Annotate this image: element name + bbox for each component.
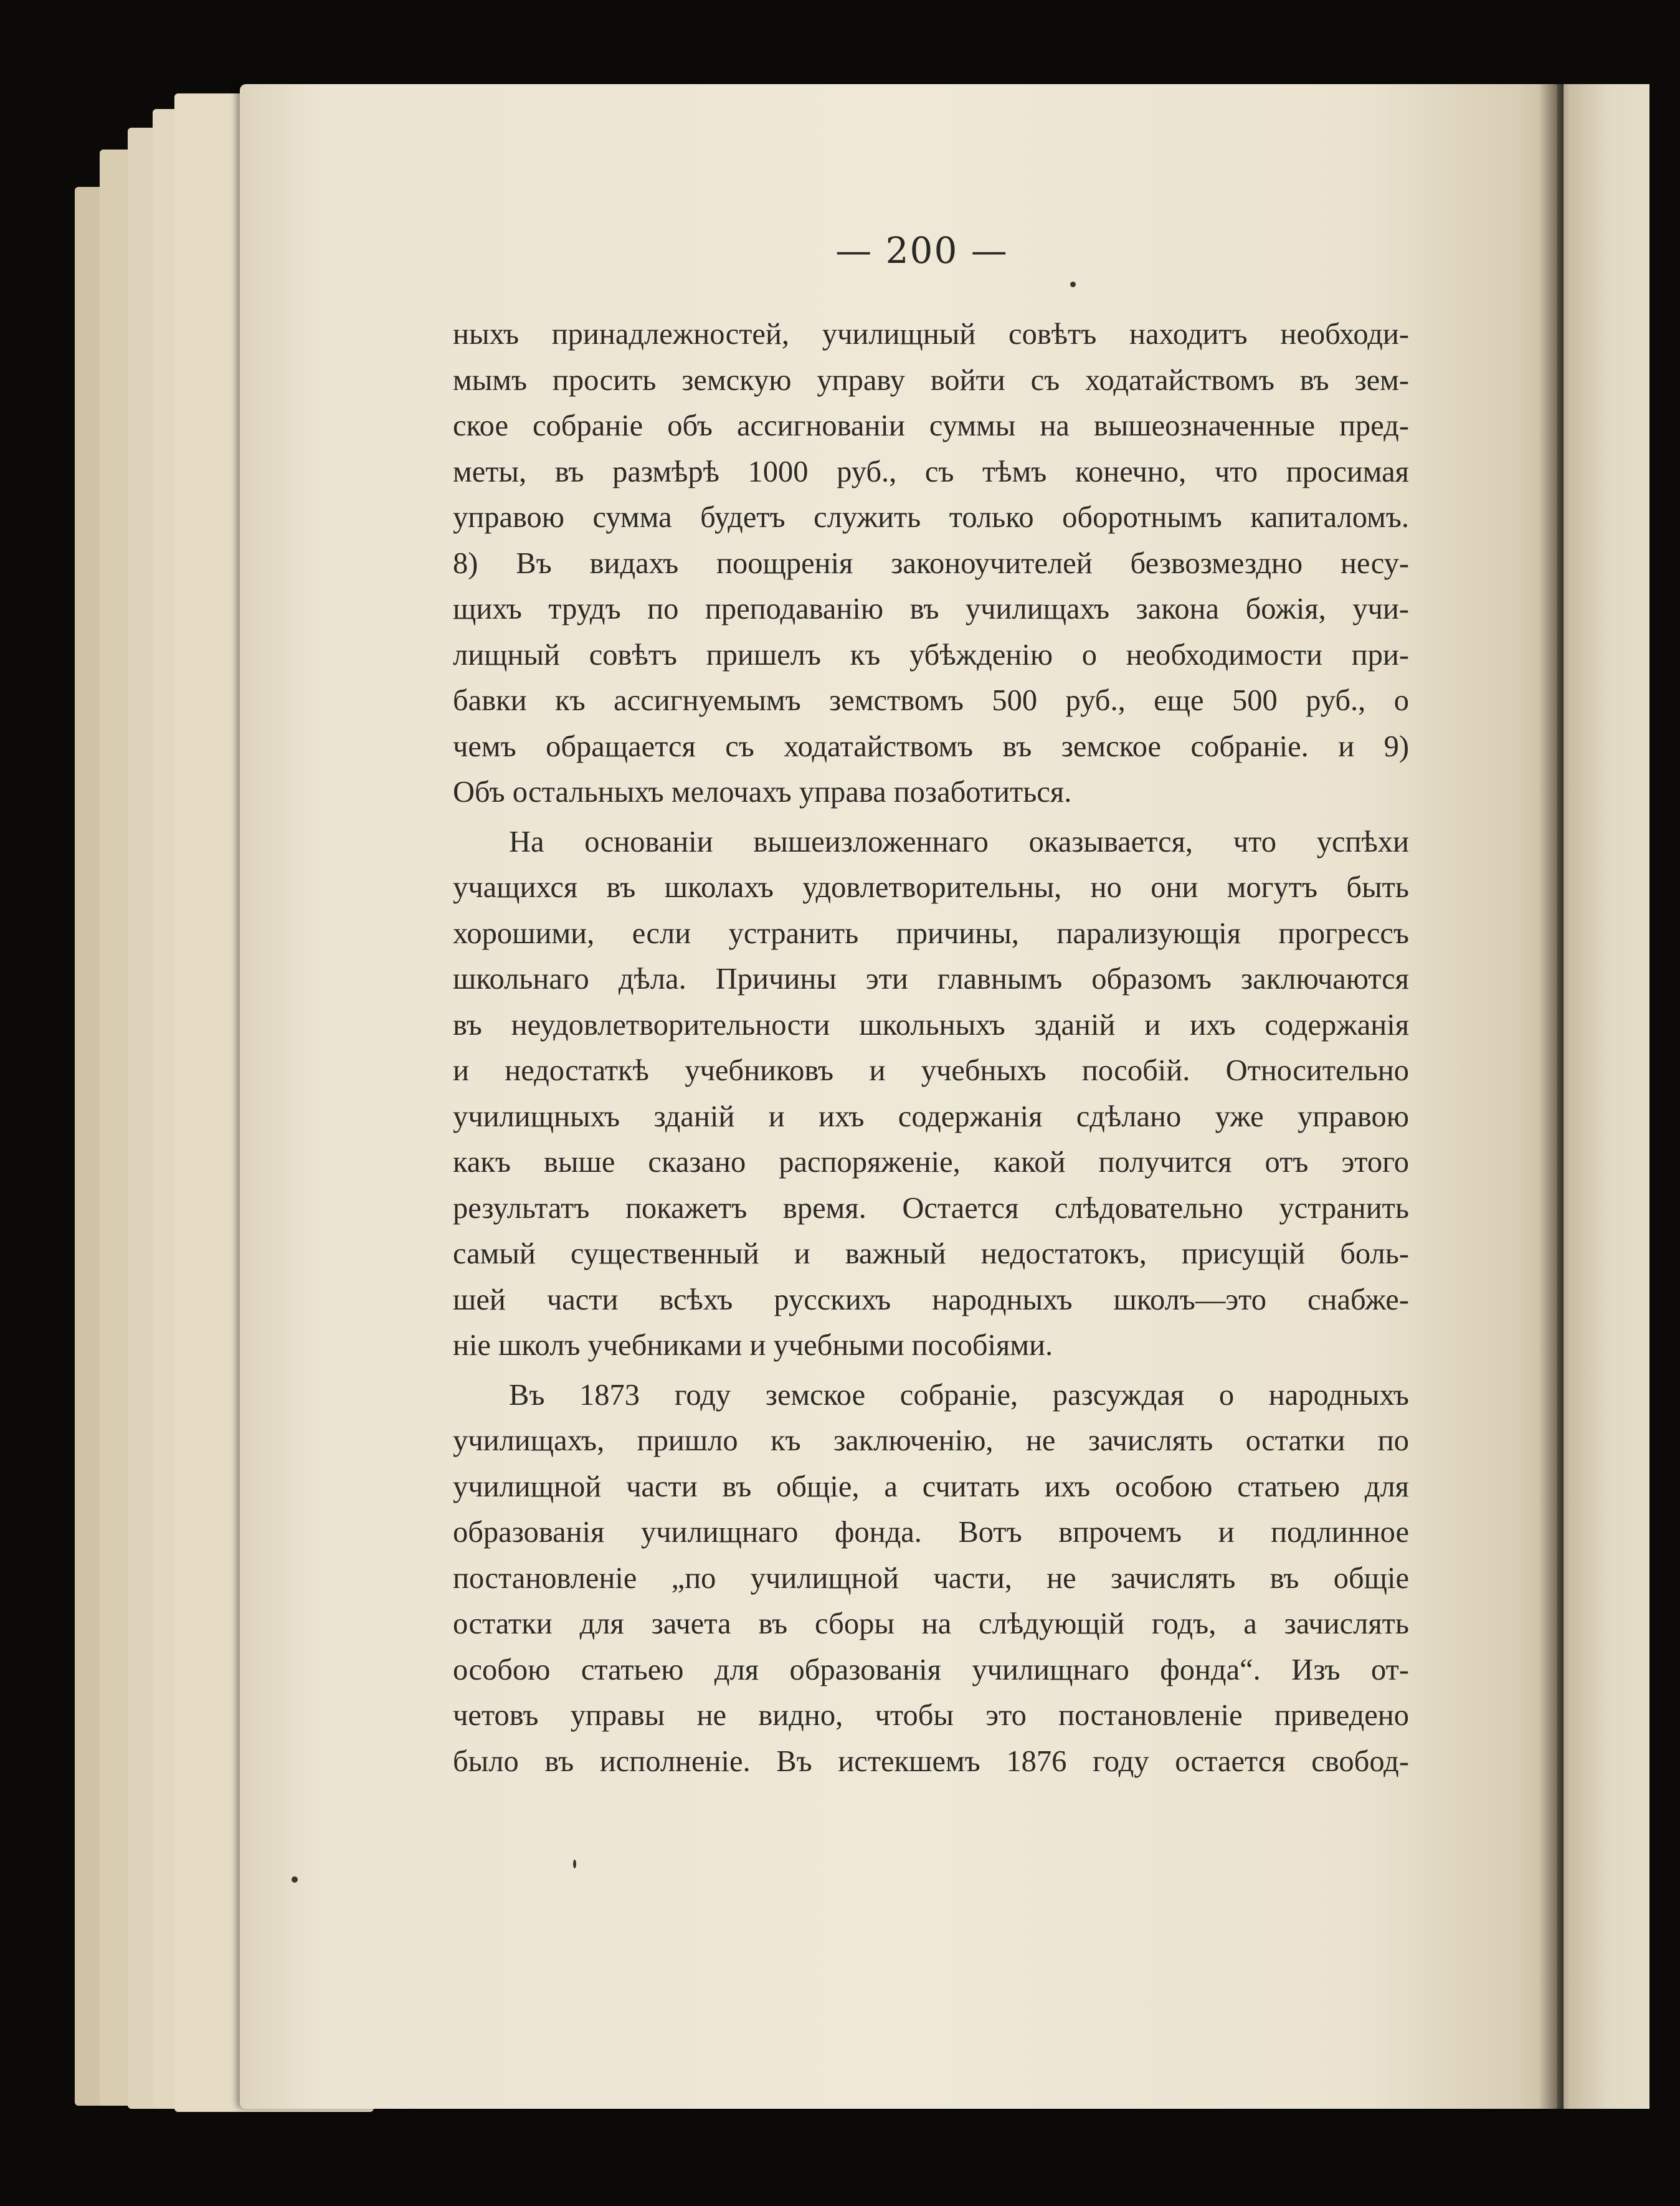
text-line: ское собраніе объ ассигнованіи суммы на вышеозначенные пред- <box>453 409 1409 442</box>
ink-speck <box>573 1860 576 1868</box>
page-text <box>453 311 1409 1784</box>
text-line: и недостаткѣ учебниковъ и учебныхъ пособій. Относительно <box>453 1054 1409 1087</box>
text-line: Въ 1873 году земское собраніе, разсуждая о народныхъ <box>509 1378 1409 1412</box>
text-line: лищный совѣтъ пришелъ къ убѣжденію о необходимости при- <box>453 638 1409 672</box>
text-line: образованія училищнаго фонда. Вотъ впрочемъ и подлинное <box>453 1516 1409 1549</box>
ink-speck <box>1070 282 1076 287</box>
page-number: — 200 — <box>835 229 1008 272</box>
text-line: четовъ управы не видно, чтобы это постановленіе приведено <box>453 1699 1409 1732</box>
facing-page <box>1550 84 1649 2109</box>
spine-shadow <box>1539 84 1564 2109</box>
text-line: въ неудовлетворительности школьныхъ зданій и ихъ содержанія <box>453 1008 1409 1042</box>
text-line: На основаніи вышеизложеннаго оказывается, что успѣхи <box>509 825 1409 858</box>
text-line: какъ выше сказано распоряженіе, какой получится отъ этого <box>453 1146 1409 1179</box>
text-line: меты, въ размѣрѣ 1000 руб., съ тѣмъ конечно, что просимая <box>453 455 1409 488</box>
text-line: ніе школъ учебниками и учебными пособіями. <box>453 1329 1053 1362</box>
text-line: шей части всѣхъ русскихъ народныхъ школъ—это снабже- <box>453 1283 1409 1316</box>
text-line: было въ исполненіе. Въ истекшемъ 1876 году остается свобод- <box>453 1744 1409 1778</box>
text-line: бавки къ ассигнуемымъ земствомъ 500 руб., еще 500 руб., о <box>453 684 1409 717</box>
text-line: училищныхъ зданій и ихъ содержанія сдѣлано уже управою <box>453 1100 1409 1133</box>
text-line: ныхъ принадлежностей, училищный совѣтъ находитъ необходи- <box>453 318 1409 351</box>
text-line: постановленіе „по училищной части, не зачислять въ общіе <box>453 1561 1409 1595</box>
text-line: хорошими, если устранить причины, парализующія прогрессъ <box>453 916 1409 950</box>
ink-speck <box>292 1876 298 1883</box>
text-line: Объ остальныхъ мелочахъ управа позаботиться. <box>453 776 1072 809</box>
text-line: мымъ просить земскую управу войти съ ходатайствомъ въ зем- <box>453 363 1409 397</box>
text-line: щихъ трудъ по преподаванію въ училищахъ закона божія, учи- <box>453 592 1409 625</box>
text-line: училищахъ, пришло къ заключенію, не зачислять остатки по <box>453 1424 1409 1457</box>
text-line: самый существенный и важный недостатокъ, присущій боль- <box>453 1237 1409 1270</box>
text-line: особою статьею для образованія училищнаго фонда“. Изъ от- <box>453 1653 1409 1686</box>
text-line: чемъ обращается съ ходатайствомъ въ земское собраніе. и 9) <box>453 730 1409 763</box>
text-line: результатъ покажетъ время. Остается слѣдовательно устранить <box>453 1191 1409 1225</box>
text-line: 8) Въ видахъ поощренія законоучителей безвозмездно несу- <box>453 546 1409 580</box>
text-line: управою сумма будетъ служить только оборотнымъ капиталомъ. <box>453 501 1409 534</box>
text-line: учащихся въ школахъ удовлетворительны, но они могутъ быть <box>453 871 1409 904</box>
text-line: училищной части въ общіе, а считать ихъ особою статьею для <box>453 1470 1409 1503</box>
text-line: остатки для зачета въ сборы на слѣдующій годъ, а зачислять <box>453 1607 1409 1640</box>
text-line: школьнаго дѣла. Причины эти главнымъ образомъ заключаются <box>453 963 1409 996</box>
